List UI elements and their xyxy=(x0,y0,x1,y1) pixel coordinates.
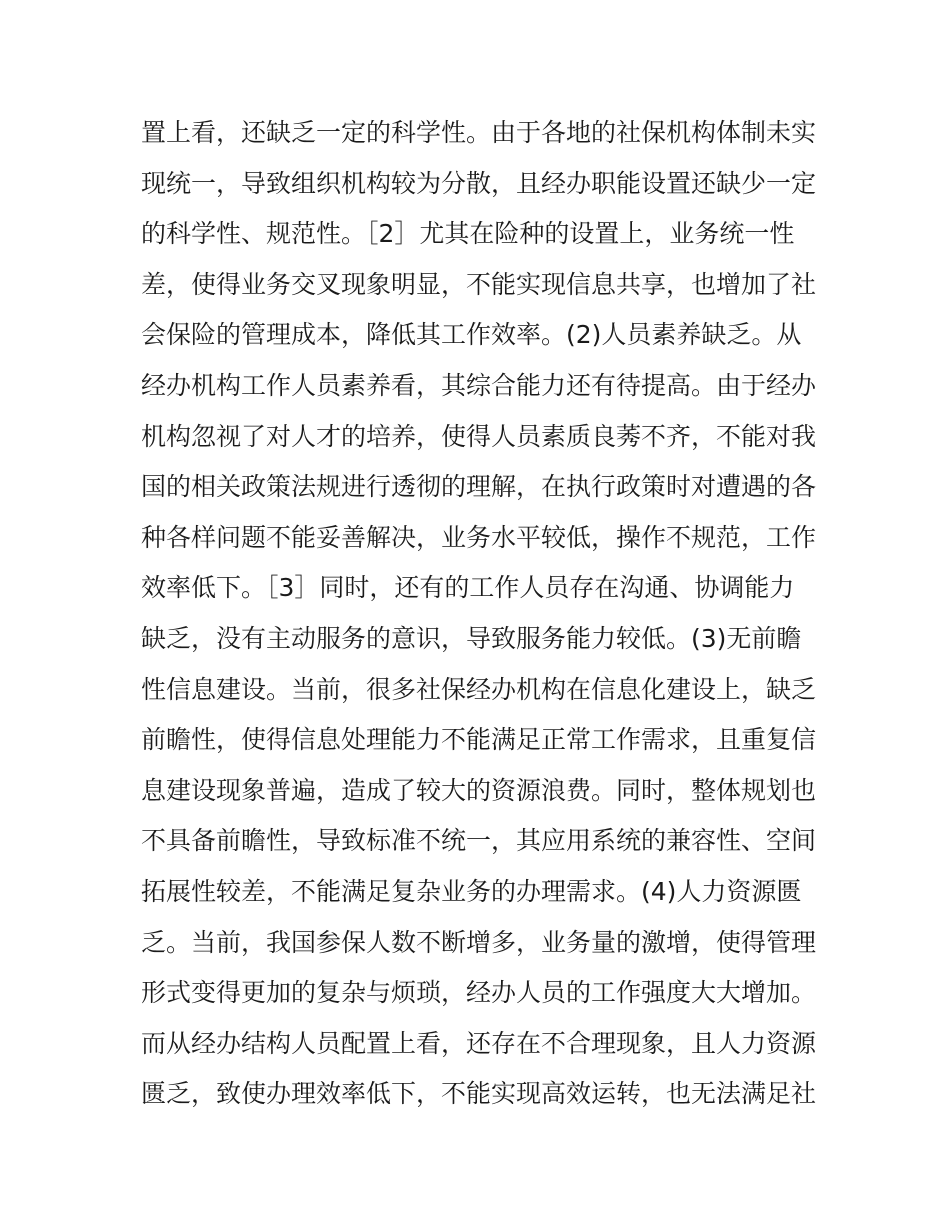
text-line: 前瞻性，使得信息处理能力不能满足正常工作需求，且重复信 xyxy=(141,725,817,755)
text-line: 经办机构工作人员素养看，其综合能力还有待提高。由于经办 xyxy=(141,370,817,400)
text-line: 种各样问题不能妥善解决，业务水平较低，操作不规范，工作 xyxy=(141,522,817,552)
text-line: 缺乏，没有主动服务的意识，导致服务能力较低。(3)无前瞻 xyxy=(141,623,802,653)
text-line: 匮乏，致使办理效率低下，不能实现高效运转，也无法满足社 xyxy=(141,1079,817,1109)
text-line: 的科学性、规范性。［2］尤其在险种的设置上，业务统一性 xyxy=(141,219,795,249)
text-line: 拓展性较差，不能满足复杂业务的办理需求。(4)人力资源匮 xyxy=(141,876,802,906)
text-line: 效率低下。［3］同时，还有的工作人员存在沟通、协调能力 xyxy=(141,573,795,603)
text-line: 乏。当前，我国参保人数不断增多，业务量的激增，使得管理 xyxy=(141,927,817,957)
text-line: 机构忽视了对人才的培养，使得人员素质良莠不齐，不能对我 xyxy=(141,421,817,451)
text-line: 国的相关政策法规进行透彻的理解，在执行政策时对遭遇的各 xyxy=(141,472,817,502)
text-line: 会保险的管理成本，降低其工作效率。(2)人员素养缺乏。从 xyxy=(141,320,802,350)
text-line: 息建设现象普遍，造成了较大的资源浪费。同时，整体规划也 xyxy=(141,775,817,805)
text-line: 差，使得业务交叉现象明显，不能实现信息共享，也增加了社 xyxy=(141,269,817,299)
text-line: 而从经办结构人员配置上看，还存在不合理现象，且人力资源 xyxy=(141,1028,817,1058)
text-line: 现统一，导致组织机构较为分散，且经办职能设置还缺少一定 xyxy=(141,168,817,198)
text-line: 不具备前瞻性，导致标准不统一，其应用系统的兼容性、空间 xyxy=(141,826,817,856)
text-line: 形式变得更加的复杂与烦琐，经办人员的工作强度大大增加。 xyxy=(141,978,817,1008)
text-line: 置上看，还缺乏一定的科学性。由于各地的社保机构体制未实 xyxy=(141,118,817,147)
body-paragraph xyxy=(141,108,821,1120)
text-line: 性信息建设。当前，很多社保经办机构在信息化建设上，缺乏 xyxy=(141,674,817,704)
